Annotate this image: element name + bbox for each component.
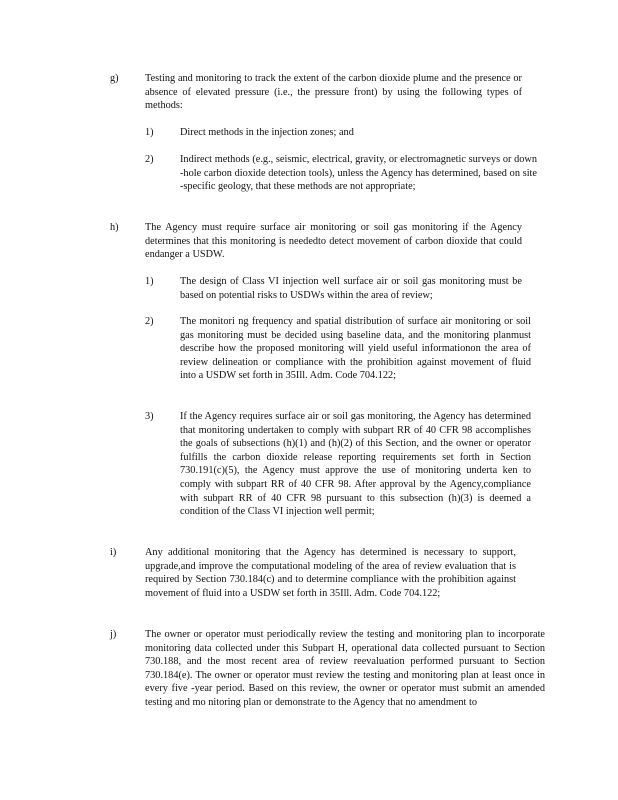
item-h-1-text: The design of Class VI injection well surface air or soil gas monitoring must be based on potential risks to USDWs within the area of review; bbox=[180, 276, 522, 301]
item-h-1-label: 1) bbox=[145, 276, 154, 287]
item-h-1 bbox=[145, 275, 522, 302]
item-h-2-text: The monitori ng frequency and spatial distribution of surface air monitoring or soil gas monitoring must be decided using baseline data, and the monitoring planmust describe how the proposed monitoring will yield useful informationon the area of review delineation or compliance with the prohibition against movement of fluid into a USDW set forth in 35Ill. Adm. Code 704.122; bbox=[180, 316, 531, 382]
item-i-label: i) bbox=[110, 547, 117, 558]
item-j-label: j) bbox=[110, 629, 117, 640]
item-h-2 bbox=[145, 315, 531, 383]
item-h-3 bbox=[145, 410, 531, 519]
item-h-3-text: If the Agency requires surface air or soil gas monitoring, the Agency has determined that monitoring undertaken to comply with subpart RR of 40 CFR 98 accomplishes the goals of subsections (h)(1) and (h)(2) of this Section, and the owner or operator fulfills the carbon dioxide release reporting requirements set forth in Section 730.191(c)(5), the Agency must approve the use of monitoring underta ken to comply with subpart RR of 40 CFR 98. After approval by the Agency,compliance with subpart RR of 40 CFR 98 pursuant to this subsection (h)(3) is deemed a condition of the Class VI injection well permit; bbox=[180, 411, 531, 518]
item-h-label: h) bbox=[110, 222, 119, 233]
item-g bbox=[110, 72, 522, 113]
item-g-text: Testing and monitoring to track the extent of the carbon dioxide plume and the presence or absence of elevated pressure (i.e., the pressure front) by using the following types of methods: bbox=[145, 73, 522, 112]
item-i-text: Any additional monitoring that the Agency has determined is necessary to support, upgrade,and improve the computational modeling of the area of review evaluation that is required by Section 730.184(c) and to determine compliance with the prohibition against movement of fluid into a USDW set forth in 35Ill. Adm. Code 704.122; bbox=[145, 547, 516, 599]
item-j-text: The owner or operator must periodically review the testing and monitoring plan to incorporate monitoring data collected under this Subpart H, operational data collected pursuant to Section 730.188, and the most recent area of review reevaluation performed pursuant to Section 730.184(e). The owner or operator must review the testing and monitoring plan at least once in every five -year period. Based on this review, the owner or operator must submit an amended testing and mo nitoring plan or demonstrate to the Agency that no amendment to bbox=[145, 629, 545, 708]
item-g-1 bbox=[145, 126, 537, 140]
item-g-2-label: 2) bbox=[145, 154, 154, 165]
item-i bbox=[110, 546, 516, 600]
item-h bbox=[110, 221, 522, 262]
item-g-2 bbox=[145, 153, 537, 194]
item-g-label: g) bbox=[110, 73, 119, 84]
item-h-text: The Agency must require surface air monitoring or soil gas monitoring if the Agency determines that this monitoring is neededto detect movement of carbon dioxide that could endanger a USDW. bbox=[145, 222, 522, 261]
item-h-2-label: 2) bbox=[145, 316, 154, 327]
item-h-3-label: 3) bbox=[145, 411, 154, 422]
item-j bbox=[110, 628, 545, 710]
item-g-1-text: Direct methods in the injection zones; and bbox=[180, 127, 354, 138]
item-g-2-text: Indirect methods (e.g., seismic, electrical, gravity, or electromagnetic surveys or down -hole carbon dioxide detection tools), unless the Agency has determined, based on site -specific geology, that these methods are not appropriate; bbox=[180, 154, 537, 193]
item-g-1-label: 1) bbox=[145, 127, 154, 138]
